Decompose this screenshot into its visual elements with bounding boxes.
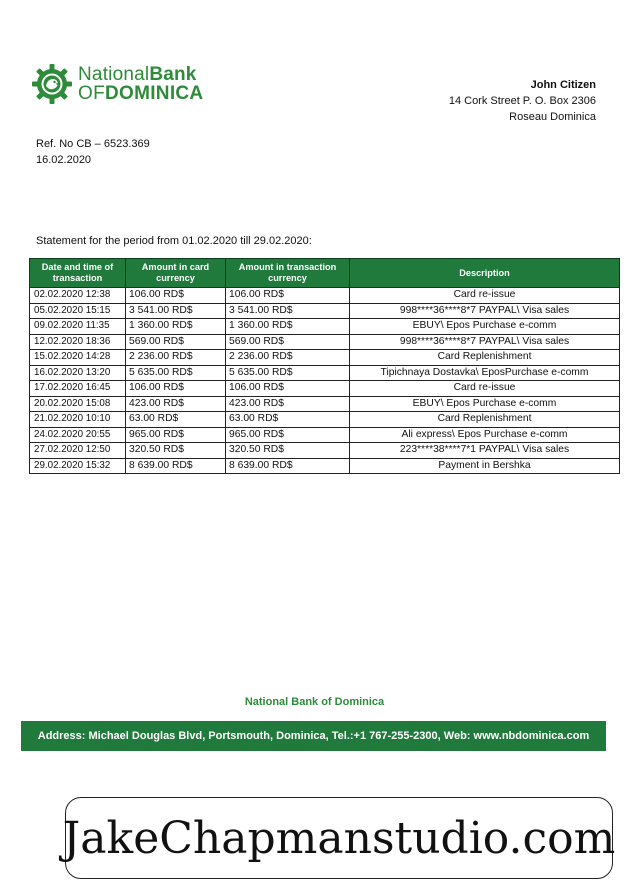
cell-tx-amount: 63.00 RD$ [226, 412, 350, 428]
cell-card-amount: 965.00 RD$ [126, 427, 226, 443]
cell-description: Payment in Bershka [350, 458, 620, 474]
transactions-body [30, 288, 620, 474]
cell-tx-amount: 1 360.00 RD$ [226, 319, 350, 335]
reference-number: Ref. No CB – 6523.369 [36, 138, 150, 150]
cell-description: 998****36****8*7 PAYPAL\ Visa sales [350, 303, 620, 319]
statement-period: Statement for the period from 01.02.2020 till 29.02.2020: [36, 235, 312, 247]
cell-tx-amount: 423.00 RD$ [226, 396, 350, 412]
cell-datetime: 16.02.2020 13:20 [30, 365, 126, 381]
cell-datetime: 02.02.2020 12:38 [30, 288, 126, 304]
gear-parrot-emblem-icon [30, 62, 74, 106]
recipient-name: John Citizen [530, 79, 596, 91]
recipient-block [449, 77, 596, 125]
footer-address: Address: Michael Douglas Blvd, Portsmouth, Dominica, Tel.:+1 767-255-2300, Web: www.nbdominica.com [37, 730, 590, 742]
cell-description: Card Replenishment [350, 412, 620, 428]
cell-description: Tipichnaya Dostavka\ EposPurchase e-comm [350, 365, 620, 381]
table-row [30, 365, 620, 381]
cell-datetime: 27.02.2020 12:50 [30, 443, 126, 459]
cell-card-amount: 106.00 RD$ [126, 288, 226, 304]
cell-card-amount: 63.00 RD$ [126, 412, 226, 428]
cell-tx-amount: 8 639.00 RD$ [226, 458, 350, 474]
cell-tx-amount: 3 541.00 RD$ [226, 303, 350, 319]
cell-card-amount: 3 541.00 RD$ [126, 303, 226, 319]
cell-card-amount: 320.50 RD$ [126, 443, 226, 459]
cell-tx-amount: 965.00 RD$ [226, 427, 350, 443]
logo-word-dominica: DOMINICA [105, 83, 204, 104]
watermark-box [62, 797, 616, 879]
cell-description: Card Replenishment [350, 350, 620, 366]
table-row [30, 458, 620, 474]
cell-card-amount: 569.00 RD$ [126, 334, 226, 350]
cell-datetime: 05.02.2020 15:15 [30, 303, 126, 319]
logo-word-national: National [78, 64, 150, 85]
cell-datetime: 24.02.2020 20:55 [30, 427, 126, 443]
table-row [30, 319, 620, 335]
table-row [30, 334, 620, 350]
cell-datetime: 15.02.2020 14:28 [30, 350, 126, 366]
table-row [30, 443, 620, 459]
reference-block [36, 136, 150, 168]
cell-tx-amount: 2 236.00 RD$ [226, 350, 350, 366]
header-card-amount: Amount in card currency [126, 259, 226, 288]
cell-card-amount: 1 360.00 RD$ [126, 319, 226, 335]
table-row [30, 350, 620, 366]
bank-logo-text [78, 65, 203, 103]
cell-description: Ali express\ Epos Purchase e-comm [350, 427, 620, 443]
watermark-text: JakeChapmanstudio.com [62, 812, 616, 864]
cell-description: 998****36****8*7 PAYPAL\ Visa sales [350, 334, 620, 350]
cell-datetime: 17.02.2020 16:45 [30, 381, 126, 397]
cell-description: Card re-issue [350, 288, 620, 304]
header-datetime: Date and time of transaction [30, 259, 126, 288]
cell-description: Card re-issue [350, 381, 620, 397]
header-tx-amount: Amount in transaction currency [226, 259, 350, 288]
table-header-row [30, 259, 620, 288]
cell-tx-amount: 106.00 RD$ [226, 288, 350, 304]
cell-card-amount: 8 639.00 RD$ [126, 458, 226, 474]
footer-bank-name: National Bank of Dominica [244, 696, 385, 708]
cell-tx-amount: 5 635.00 RD$ [226, 365, 350, 381]
cell-description: EBUY\ Epos Purchase e-comm [350, 396, 620, 412]
cell-datetime: 20.02.2020 15:08 [30, 396, 126, 412]
cell-tx-amount: 569.00 RD$ [226, 334, 350, 350]
reference-date: 16.02.2020 [36, 154, 92, 166]
bank-logo [30, 62, 203, 106]
cell-card-amount: 2 236.00 RD$ [126, 350, 226, 366]
cell-card-amount: 423.00 RD$ [126, 396, 226, 412]
table-row [30, 412, 620, 428]
table-row [30, 303, 620, 319]
transactions-table [29, 258, 620, 474]
table-row [30, 381, 620, 397]
table-row [30, 396, 620, 412]
cell-card-amount: 5 635.00 RD$ [126, 365, 226, 381]
table-row [30, 288, 620, 304]
cell-description: 223****38****7*1 PAYPAL\ Visa sales [350, 443, 620, 459]
cell-tx-amount: 106.00 RD$ [226, 381, 350, 397]
logo-word-bank: Bank [149, 64, 197, 85]
cell-description: EBUY\ Epos Purchase e-comm [350, 319, 620, 335]
table-row [30, 427, 620, 443]
cell-datetime: 09.02.2020 11:35 [30, 319, 126, 335]
recipient-address-line2: Roseau Dominica [509, 111, 596, 123]
footer-address-bar [21, 721, 606, 751]
header-description: Description [350, 259, 620, 288]
cell-tx-amount: 320.50 RD$ [226, 443, 350, 459]
recipient-address-line1: 14 Cork Street P. O. Box 2306 [448, 95, 596, 107]
cell-card-amount: 106.00 RD$ [126, 381, 226, 397]
cell-datetime: 21.02.2020 10:10 [30, 412, 126, 428]
cell-datetime: 12.02.2020 18:36 [30, 334, 126, 350]
cell-datetime: 29.02.2020 15:32 [30, 458, 126, 474]
logo-word-of: OF [78, 83, 105, 104]
